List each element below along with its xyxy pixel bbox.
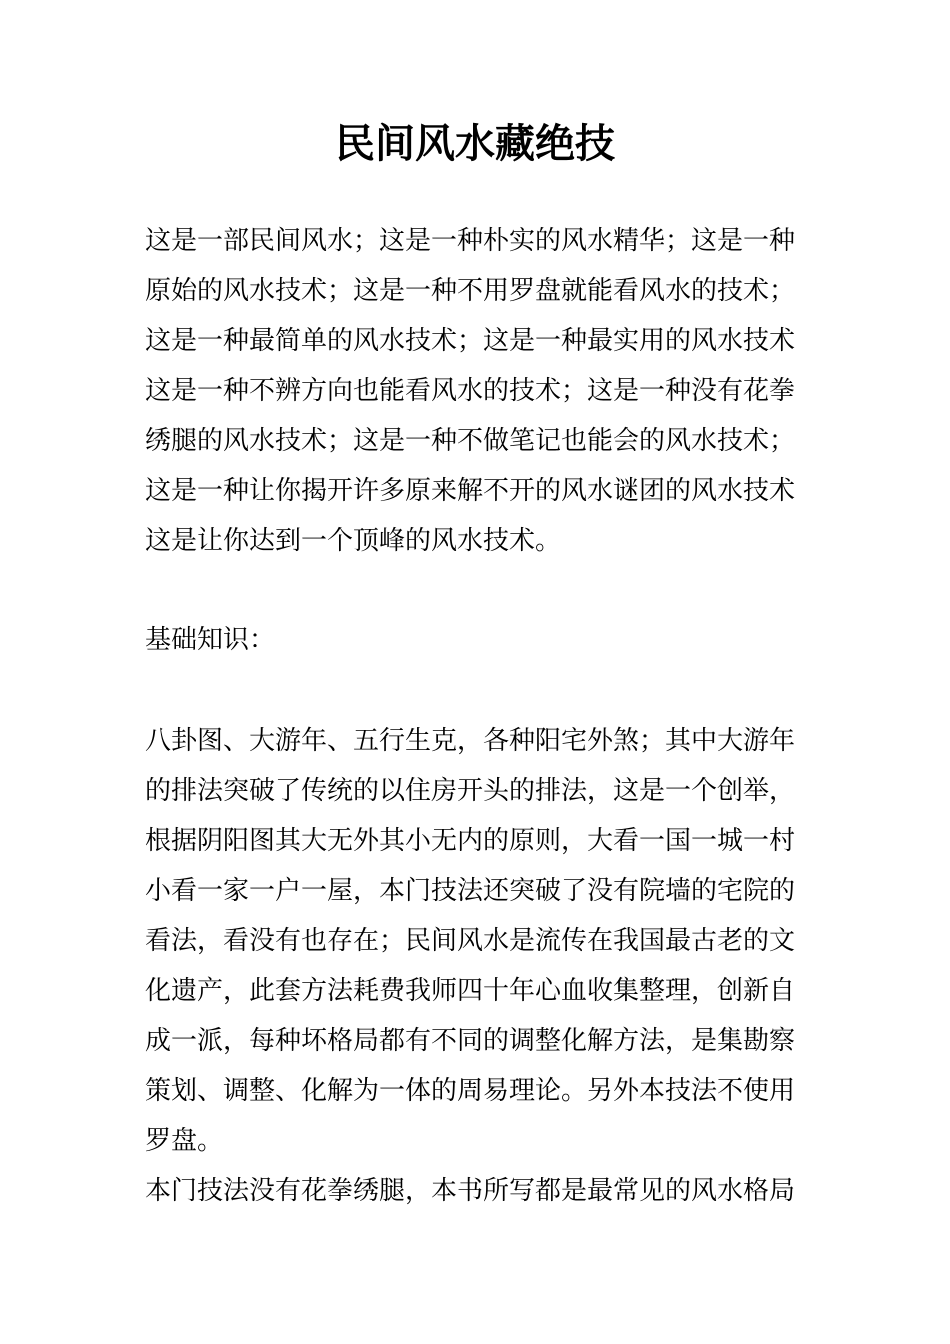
body-line: 罗盘。: [145, 1126, 224, 1156]
section-heading: 基础知识：: [145, 625, 276, 655]
page-title: 民间风水藏绝技: [335, 120, 615, 167]
intro-line: 绣腿的风水技术；这是一种不做笔记也能会的风水技术；: [145, 426, 796, 456]
intro-line: 原始的风水技术；这是一种不用罗盘就能看风水的技术；: [145, 276, 796, 306]
intro-line: 这是让你达到一个顶峰的风水技术。: [145, 526, 562, 556]
body-line: 八卦图、大游年、五行生克，各种阳宅外煞；其中大游年: [145, 726, 796, 756]
intro-line: 这是一种让你揭开许多原来解不开的风水谜团的风水技术: [145, 476, 796, 506]
body-line: 化遗产，此套方法耗费我师四十年心血收集整理，创新自: [145, 976, 796, 1006]
body-line: 根据阴阳图其大无外其小无内的原则，大看一国一城一村: [145, 826, 796, 856]
intro-line: 这是一种不辨方向也能看风水的技术；这是一种没有花拳: [145, 376, 796, 406]
body-line: 成一派，每种坏格局都有不同的调整化解方法，是集勘察: [145, 1026, 796, 1056]
intro-line: 这是一部民间风水；这是一种朴实的风水精华；这是一种: [145, 226, 796, 256]
body-line: 看法，看没有也存在；民间风水是流传在我国最古老的文: [145, 926, 796, 956]
body-line: 本门技法没有花拳绣腿，本书所写都是最常见的风水格局: [145, 1176, 796, 1206]
body-line: 策划、调整、化解为一体的周易理论。另外本技法不使用: [145, 1076, 796, 1106]
body-line: 小看一家一户一屋，本门技法还突破了没有院墙的宅院的: [145, 876, 796, 906]
intro-line: 这是一种最简单的风水技术；这是一种最实用的风水技术: [145, 326, 796, 356]
body-line: 的排法突破了传统的以住房开头的排法，这是一个创举，: [145, 776, 796, 806]
